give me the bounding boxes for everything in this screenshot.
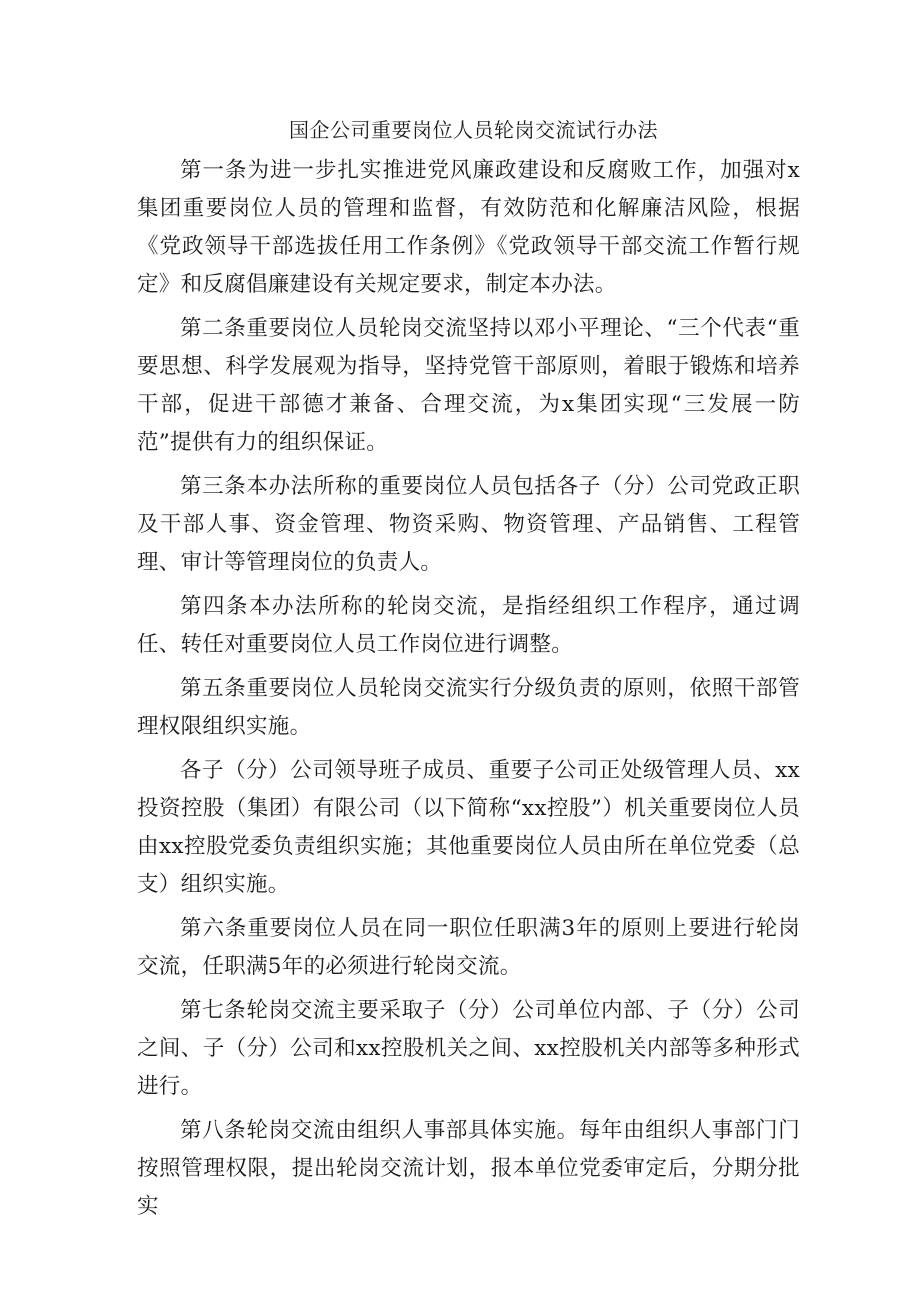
article-7-paragraph: 第七条轮岗交流主要采取子（分）公司单位内部、子（分）公司之间、子（分）公司和xx控股机关之间、xx控股机关内部等多种形式进行。 [137, 998, 800, 1099]
article-3-paragraph: 第三条本办法所称的重要岗位人员包括各子（分）公司党政正职及干部人事、资金管理、物资采购、物资管理、产品销售、工程管理、审计等管理岗位的负责人。 [137, 474, 800, 575]
article-5-paragraph: 第五条重要岗位人员轮岗交流实行分级负责的原则，依照干部管理权限组织实施。 [137, 676, 800, 739]
article-2-paragraph: 第二条重要岗位人员轮岗交流坚持以邓小平理论、“三个代表“重要思想、科学发展观为指导，坚持党管干部原则，着眼于锻炼和培养干部，促进干部德才兼备、合理交流，为x集团实现“三发展一防范”提供有力的组织保证。 [137, 316, 800, 455]
article-6-paragraph: 第六条重要岗位人员在同一职位任职满3年的原则上要进行轮岗交流，任职满5年的必须进行轮岗交流。 [137, 916, 800, 979]
document-title: 国企公司重要岗位人员轮岗交流试行办法 [289, 118, 658, 142]
article-5-detail-paragraph: 各子（分）公司领导班子成员、重要子公司正处级管理人员、xx投资控股（集团）有限公司（以下简称“xx控股”）机关重要岗位人员由xx控股党委负责组织实施；其他重要岗位人员由所在单位党委（总支）组织实施。 [137, 758, 800, 897]
article-4-paragraph: 第四条本办法所称的轮岗交流，是指经组织工作程序，通过调任、转任对重要岗位人员工作岗位进行调整。 [137, 594, 800, 657]
article-1-paragraph: 第一条为进一步扎实推进党风廉政建设和反腐败工作，加强对x集团重要岗位人员的管理和监督，有效防范和化解廉洁风险，根据《党政领导干部选拔任用工作条例》《党政领导干部交流工作暂行规定》和反腐倡廉建设有关规定要求，制定本办法。 [137, 158, 800, 297]
article-8-paragraph: 第八条轮岗交流由组织人事部具体实施。每年由组织人事部门门按照管理权限，提出轮岗交流计划，报本单位党委审定后，分期分批实 [137, 1118, 800, 1219]
